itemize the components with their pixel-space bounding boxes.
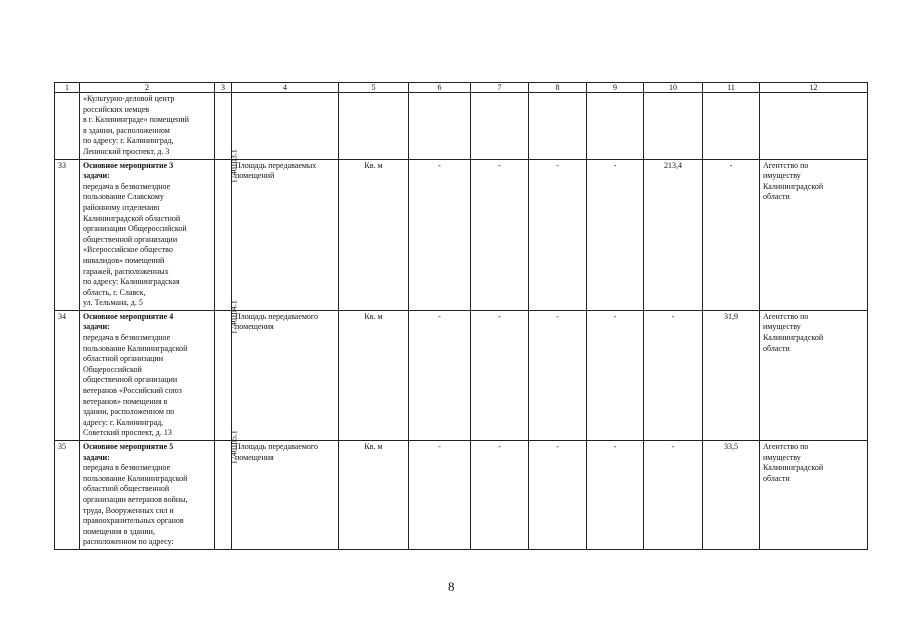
responsible-agency: Агентство по имуществу Калининградской области	[760, 310, 868, 440]
value-cell: -	[471, 310, 529, 440]
col-header: 3	[215, 83, 232, 93]
responsible-agency: Агентство по имуществу Калининградской области	[760, 441, 868, 550]
event-code: 1740105.1	[229, 430, 239, 465]
event-description: Основное мероприятие 5 задачи: передача в безвозмездное пользование Калининградской областной общественной организации ветеранов войны, труда, Вооруженных сил и правоохранительных органов помещения в здании, расположенном по адресу:	[80, 441, 215, 550]
value-cell: -	[471, 441, 529, 550]
unit: Кв. м	[339, 310, 409, 440]
col-header: 5	[339, 83, 409, 93]
value-cell: 213,4	[644, 159, 703, 310]
col-header: 7	[471, 83, 529, 93]
unit: Кв. м	[339, 159, 409, 310]
value-cell: -	[529, 441, 587, 550]
column-number-row	[55, 83, 868, 93]
value-cell: -	[587, 159, 644, 310]
value-cell: -	[587, 441, 644, 550]
table-row	[55, 159, 868, 310]
value-cell: -	[644, 441, 703, 550]
value-cell: -	[409, 310, 471, 440]
event-code: 1740104.1	[229, 300, 239, 335]
row-number: 35	[55, 441, 80, 550]
page-number: 8	[448, 579, 455, 594]
indicator-name: Площадь передаваемого помещения	[232, 310, 339, 440]
program-table	[54, 82, 868, 550]
col-header: 10	[644, 83, 703, 93]
value-cell: -	[703, 159, 760, 310]
col-header: 9	[587, 83, 644, 93]
value-cell: -	[409, 159, 471, 310]
value-cell: -	[471, 159, 529, 310]
table-row	[55, 310, 868, 440]
col-header: 1	[55, 83, 80, 93]
row-number: 34	[55, 310, 80, 440]
value-cell: 33,5	[703, 441, 760, 550]
indicator-name: Площадь передаваемого помещения	[232, 441, 339, 550]
indicator-name: Площадь передаваемых помещений	[232, 159, 339, 310]
unit: Кв. м	[339, 441, 409, 550]
value-cell: -	[409, 441, 471, 550]
col-header: 8	[529, 83, 587, 93]
event-description: «Культурно-деловой центр российских немцев в г. Калининграде» помещений в здании, расположенном по адресу: г. Калининград, Ленинский проспект, д. 3	[80, 93, 215, 160]
col-header: 2	[80, 83, 215, 93]
value-cell: 31,9	[703, 310, 760, 440]
responsible-agency: Агентство по имуществу Калининградской области	[760, 159, 868, 310]
table-row-continuation	[55, 93, 868, 160]
col-header: 4	[232, 83, 339, 93]
value-cell: -	[644, 310, 703, 440]
value-cell: -	[529, 310, 587, 440]
col-header: 6	[409, 83, 471, 93]
row-number: 33	[55, 159, 80, 310]
value-cell: -	[529, 159, 587, 310]
table-row	[55, 441, 868, 550]
value-cell: -	[587, 310, 644, 440]
event-code: 1740103.1	[229, 148, 239, 183]
event-description: Основное мероприятие 4 задачи: передача в безвозмездное пользование Калининградской областной организации Общероссийской общественной организации ветеранов «Российский союз ветеранов» помещения в здании, расположенном по адресу: г. Калининград, Советский проспект, д. 13	[80, 310, 215, 440]
col-header: 11	[703, 83, 760, 93]
event-description: Основное мероприятие 3 задачи: передача в безвозмездное пользование Славскому районному отделению Калининградской областной организации Общероссийской общественной организации «Всероссийское общество инвалидов» помещений гаражей, расположенных по адресу: Калининградская область, г. Славск, ул. Тельмана, д. 5	[80, 159, 215, 310]
col-header: 12	[760, 83, 868, 93]
